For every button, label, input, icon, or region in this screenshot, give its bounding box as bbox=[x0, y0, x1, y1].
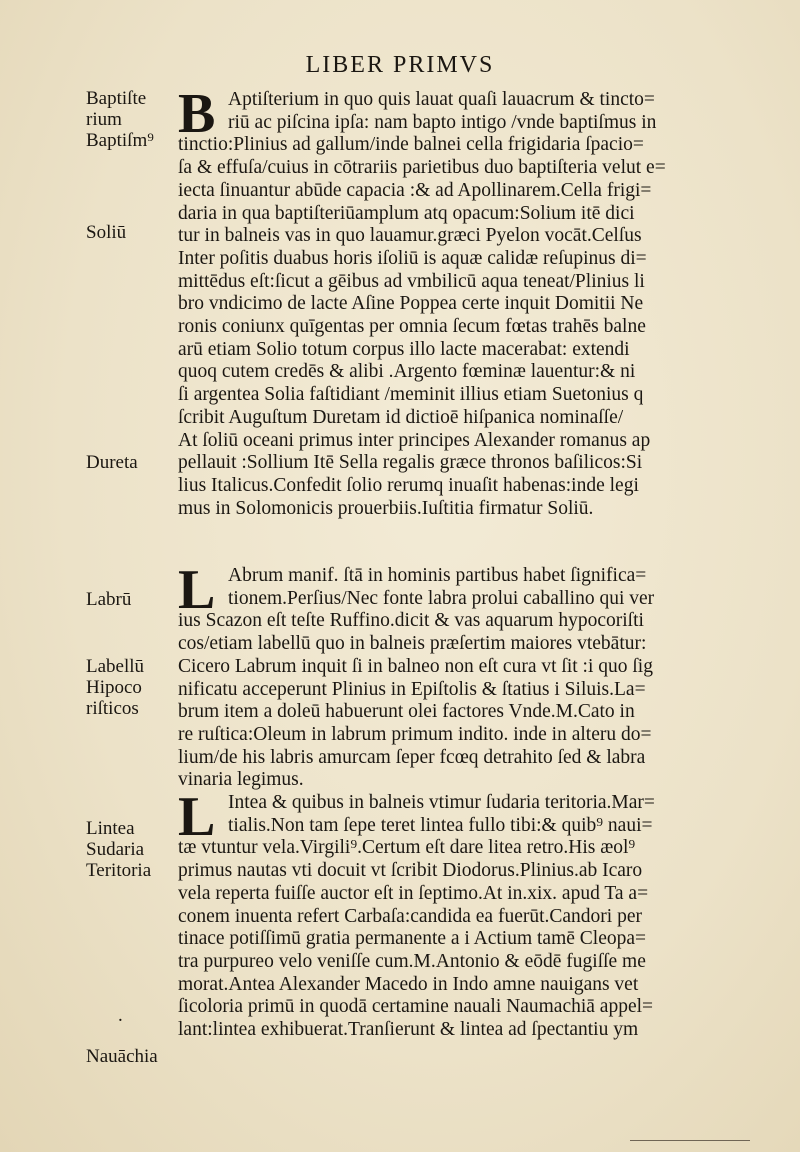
margin-note-line: Labellū bbox=[86, 656, 145, 677]
text-line: ſa & effuſa/cuius in cōtrariis parietibus duo baptiſteria velut e= bbox=[178, 157, 666, 179]
text-line: pellauit :Sollium Itē Sella regalis græce thronos baſilicos:Si bbox=[178, 452, 643, 474]
running-header: LIBER PRIMVS bbox=[305, 52, 495, 78]
margin-note-lintea bbox=[86, 818, 151, 881]
section-labrum bbox=[178, 559, 758, 792]
text-line: brum item a doleū habuerunt olei factores Vnde.M.Cato in bbox=[178, 701, 635, 723]
text-line: quoq cutem credēs & alibi .Argento fœminæ lauentur:& ni bbox=[178, 361, 636, 383]
text-line: Cicero Labrum inquit ſi in balneo non eſt cura vt ſit :i quo ſig bbox=[178, 655, 653, 677]
text-line: tinace potiſſimū gratia permanente a i Actium tamē Cleopa= bbox=[178, 928, 647, 950]
text-line: tinctio:Plinius ad gallum/inde balnei cella frigidaria ſpacio= bbox=[178, 134, 644, 156]
margin-note-labellu bbox=[86, 656, 144, 719]
text-line: tur in balneis vas in quo lauamur.græci Pyelon vocāt.Celſus bbox=[178, 225, 642, 247]
margin-note-line: Sudaria bbox=[86, 839, 145, 860]
text-line: re ruſtica:Oleum in labrum primum indito. inde in alteru do= bbox=[178, 723, 652, 745]
margin-note-dot bbox=[118, 1005, 123, 1026]
section-baptisterium bbox=[178, 83, 758, 520]
text-line: ronis coniunx quīgentas per omnia ſecum fœtas trahēs balne bbox=[178, 316, 646, 338]
margin-note-labru bbox=[86, 589, 131, 610]
text-line: cos/etiam labellū quo in balneis præſertim maiores vtebātur: bbox=[178, 633, 647, 655]
text-line: Abrum manif. ſtā in hominis partibus habet ſignifica= bbox=[228, 565, 647, 586]
bottom-rule bbox=[630, 1140, 750, 1141]
text-line: nificatu acceperunt Plinius in Epiſtolis & ſtatius i Siluis.La= bbox=[178, 678, 646, 700]
margin-note-line: Nauāchia bbox=[86, 1046, 158, 1067]
text-line: Intea & quibus in balneis vtimur ſudaria teritoria.Mar= bbox=[228, 792, 655, 813]
margin-note-line: Baptiſm⁹ bbox=[86, 130, 154, 151]
text-line: ſicoloria primū in quodā certamine nauali Naumachiā appel= bbox=[178, 996, 654, 1018]
margin-note-line: Lintea bbox=[86, 818, 135, 839]
text-line: primus nautas vti docuit vt ſcribit Diodorus.Plinius.ab Icaro bbox=[178, 860, 643, 882]
margin-note-line: rium bbox=[86, 109, 122, 130]
drop-capital: L bbox=[178, 559, 216, 621]
text-line: At ſoliū oceani primus inter principes Alexander romanus ap bbox=[178, 429, 651, 451]
text-line: Aptiſterium in quo quis lauat quaſi lauacrum & tincto= bbox=[228, 89, 655, 110]
text-line: lius Italicus.Confedit ſolio rerumq inuaſit habenas:inde legi bbox=[178, 474, 639, 496]
margin-note-line: Baptiſte bbox=[86, 88, 147, 109]
text-line: ius Scazon eſt teſte Ruffino.dicit & vas aquarum hypocoriſti bbox=[178, 610, 644, 632]
drop-capital: B bbox=[178, 83, 216, 145]
text-line: vela reperta fuiſſe auctor eſt in ſeptimo.At in.xix. apud Ta a= bbox=[178, 882, 649, 904]
margin-note-line: Dureta bbox=[86, 452, 138, 473]
text-line: bro vndicimo de lacte Aſine Poppea certe inquit Domitii Ne bbox=[178, 293, 644, 315]
text-line: morat.Antea Alexander Macedo in Indo amne nauigans vet bbox=[178, 973, 639, 995]
text-line: conem inuenta refert Carbaſa:candida ea fuerūt.Candori per bbox=[178, 905, 642, 927]
text-line: tialis.Non tam ſepe teret lintea fullo tibi:& quib⁹ naui= bbox=[228, 814, 653, 836]
margin-note-line: Teritoria bbox=[86, 860, 152, 881]
text-line: iecta ſinuantur abūde capacia :& ad Apollinarem.Cella frigi= bbox=[178, 179, 652, 201]
text-line: riū ac piſcina ipſa: nam bapto intigo /vnde baptiſmus in bbox=[228, 111, 657, 133]
text-line: lant:lintea exhibuerat.Tranſierunt & lintea ad ſpectantiu ym bbox=[178, 1019, 639, 1041]
text-line: tionem.Perſius/Nec fonte labra prolui caballino qui ver bbox=[228, 587, 655, 609]
margin-note-line: Hipoco bbox=[86, 677, 142, 698]
text-line: ſcribit Auguſtum Duretam id dictioē hiſpanica nominaſſe/ bbox=[178, 406, 624, 428]
section-lintea bbox=[178, 786, 758, 1042]
margin-note-soliu bbox=[86, 222, 126, 243]
margin-note-line: riſticos bbox=[86, 698, 139, 719]
margin-note-dureta bbox=[86, 452, 138, 473]
text-line: tæ vtuntur vela.Virgili⁹.Certum eſt dare litea retro.His æol⁹ bbox=[178, 837, 636, 859]
text-line: mus in Solomonicis prouerbiis.Iuſtitia firmatur Soliū. bbox=[178, 497, 594, 519]
text-line: vinaria legimus. bbox=[178, 769, 304, 791]
margin-note-line: . bbox=[118, 1005, 123, 1026]
margin-note-naumachia bbox=[86, 1046, 158, 1067]
text-line: ſi argentea Solia faſtidiant /meminit illius etiam Suetonius q bbox=[178, 384, 644, 406]
margin-note-line: Soliū bbox=[86, 222, 127, 243]
margin-note-baptisterium bbox=[86, 88, 154, 151]
text-line: mittēdus eſt:ſicut a gēibus ad vmbilicū aqua teneat/Plinius li bbox=[178, 270, 645, 292]
drop-capital: L bbox=[178, 786, 216, 848]
text-line: Inter poſitis duabus horis iſoliū is aquæ calidæ reſupinus di= bbox=[178, 247, 647, 269]
text-line: daria in qua baptiſteriūamplum atq opacum:Solium itē dici bbox=[178, 202, 635, 224]
margin-note-line: Labrū bbox=[86, 589, 132, 610]
text-line: lium/de his labris amurcam ſeper fcœq detrahito ſed & labra bbox=[178, 746, 646, 768]
text-line: arū etiam Solio totum corpus illo lacte macerabat: extendi bbox=[178, 338, 630, 360]
text-line: tra purpureo velo veniſſe cum.M.Antonio & eōdē fugiſſe me bbox=[178, 950, 646, 972]
